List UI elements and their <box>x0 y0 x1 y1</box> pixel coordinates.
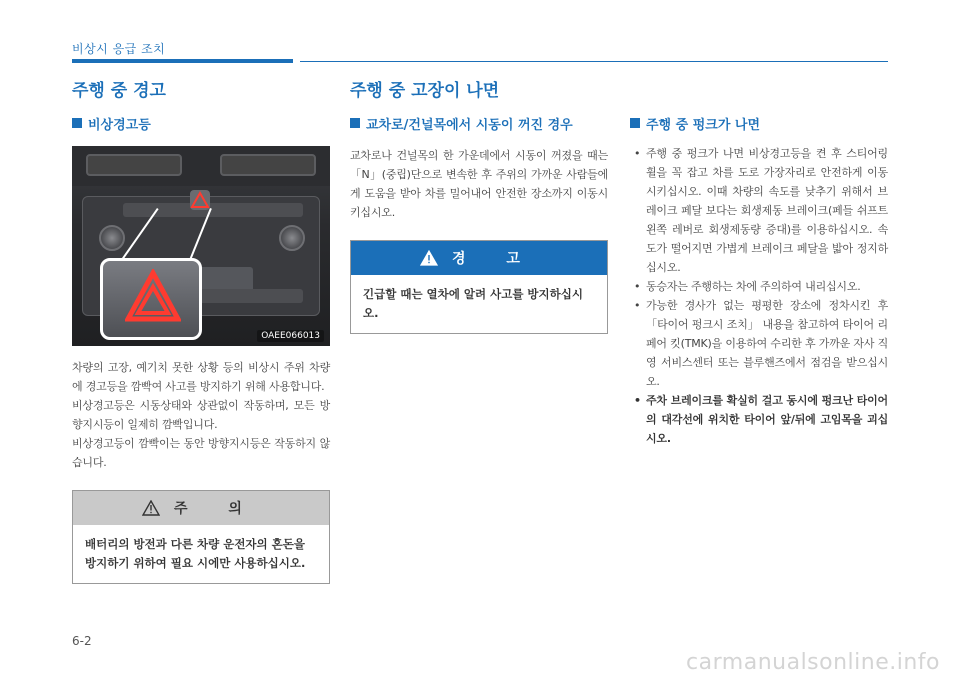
square-bullet-icon <box>350 118 360 128</box>
middle-heading: 주행 중 고장이 나면 <box>350 81 500 101</box>
list-item-text: 가능한 경사가 없는 평평한 장소에 정차시킨 후 「타이어 펑크시 조치」 내용을 참고하여 타이어 리페어 킷(TMK)을 이용하여 수리한 후 가까운 자사 직영 서비스센터 또는 블루핸즈에서 점검을 받으십시오. <box>646 299 888 388</box>
list-item-text: 주차 브레이크를 확실히 걸고 동시에 펑크난 타이어의 대각선에 위치한 타이어 앞/뒤에 고임목을 괴십시오. <box>646 394 888 445</box>
right-subheading <box>630 112 888 134</box>
left-paragraph-1: 차량의 고장, 예기치 못한 상황 등의 비상시 주위 차량에 경고등을 깜빡여 사고를 방지하기 위해 사용합니다. <box>72 361 330 393</box>
list-item-text: 동승자는 주행하는 차에 주의하여 내리십시오. <box>646 280 861 293</box>
caution-box <box>72 490 330 584</box>
watermark-text: carmanualsonline.info <box>686 650 940 675</box>
right-column <box>630 70 888 448</box>
header-accent-bar <box>72 59 293 63</box>
middle-subheading <box>350 112 608 134</box>
page-number: 6-2 <box>72 634 92 648</box>
section-title: 비상시 응급 조치 <box>72 42 166 56</box>
air-vent-right <box>220 154 316 176</box>
warning-title: 경 고 <box>452 251 538 267</box>
hazard-button-closeup <box>100 258 202 340</box>
list-item: • 동승자는 주행하는 차에 주의하여 내리십시오. <box>634 280 861 293</box>
list-item: • 가능한 경사가 없는 평평한 장소에 정차시킨 후 「타이어 펑크시 조치」 내용을 참고하여 타이어 리페어 킷(TMK)을 이용하여 수리한 후 가까운 자사 직영 서비스센터 또는 블루핸즈에서 점검을 받으십시오. <box>634 299 888 388</box>
hazard-switch-photo <box>72 146 330 346</box>
header-divider <box>300 61 888 62</box>
left-column <box>72 70 330 584</box>
list-item-text: 주행 중 펑크가 나면 비상경고등을 켠 후 스티어링 휠을 꼭 잡고 차를 도로 가장자리로 안전하게 이동시키십시오. 이때 차량의 속도를 낮추기 위해서 브레이크 페달 보다는 회생제동 브레이크(페들 쉬프트 왼쪽 레버로 회생제동량 증대)를 이용하십시오. 속도가 떨어지면 가볍게 브레이크 페달을 밟아 정지하십시오. <box>646 147 888 274</box>
middle-body-text: 교차로나 건널목의 한 가운데에서 시동이 꺼졌을 때는 「N」(중립)단으로 변속한 후 주위의 가까운 사람들에게 도움을 받아 차를 밀어내어 안전한 장소까지 이동시키십시오. <box>350 149 608 219</box>
right-subheading-text: 주행 중 펑크가 나면 <box>646 117 761 133</box>
warning-triangle-icon <box>142 500 160 516</box>
left-body-text <box>72 358 330 472</box>
knob-right <box>279 225 305 251</box>
square-bullet-icon <box>72 118 82 128</box>
left-heading: 주행 중 경고 <box>72 81 166 101</box>
caution-header <box>73 491 329 525</box>
air-vent-left <box>86 154 182 176</box>
left-subheading <box>72 112 330 134</box>
square-bullet-icon <box>630 118 640 128</box>
left-subheading-text: 비상경고등 <box>88 117 151 133</box>
list-item: • 주행 중 펑크가 나면 비상경고등을 켠 후 스티어링 휠을 꼭 잡고 차를 도로 가장자리로 안전하게 이동시키십시오. 이때 차량의 속도를 낮추기 위해서 브레이크 페달 보다는 회생제동 브레이크(페들 쉬프트 왼쪽 레버로 회생제동량 증대)를 이용하십시오. 속도가 떨어지면 가볍게 브레이크 페달을 밟아 정지하십시오. <box>634 147 888 274</box>
caution-title: 주 의 <box>174 501 260 517</box>
warning-triangle-icon <box>420 250 438 266</box>
puncture-instructions-list <box>630 144 888 448</box>
button-row-top <box>123 203 303 217</box>
caution-body: 배터리의 방전과 다른 차량 운전자의 혼돈을 방지하기 위하여 필요 시에만 사용하십시오. <box>85 537 306 570</box>
knob-left <box>99 225 125 251</box>
left-paragraph-3: 비상경고등이 깜빡이는 동안 방향지시등은 작동하지 않습니다. <box>72 437 330 469</box>
middle-column <box>350 70 608 334</box>
image-code-label: OAEE066013 <box>257 330 324 342</box>
left-paragraph-2: 비상경고등은 시동상태와 상관없이 작동하며, 모든 방향지시등이 일제히 깜빡입니다. <box>72 399 330 431</box>
warning-box <box>350 240 608 334</box>
middle-subheading-text: 교차로/건널목에서 시동이 꺼진 경우 <box>366 117 573 133</box>
warning-header <box>351 241 607 275</box>
hazard-triangle-icon <box>125 269 181 325</box>
right-heading-spacer <box>630 78 888 104</box>
list-item: • 주차 브레이크를 확실히 걸고 동시에 펑크난 타이어의 대각선에 위치한 타이어 앞/뒤에 고임목을 괴십시오. <box>634 394 888 445</box>
small-hazard-icon <box>190 190 210 210</box>
warning-body: 긴급할 때는 열차에 알려 사고를 방지하십시오. <box>363 287 583 320</box>
